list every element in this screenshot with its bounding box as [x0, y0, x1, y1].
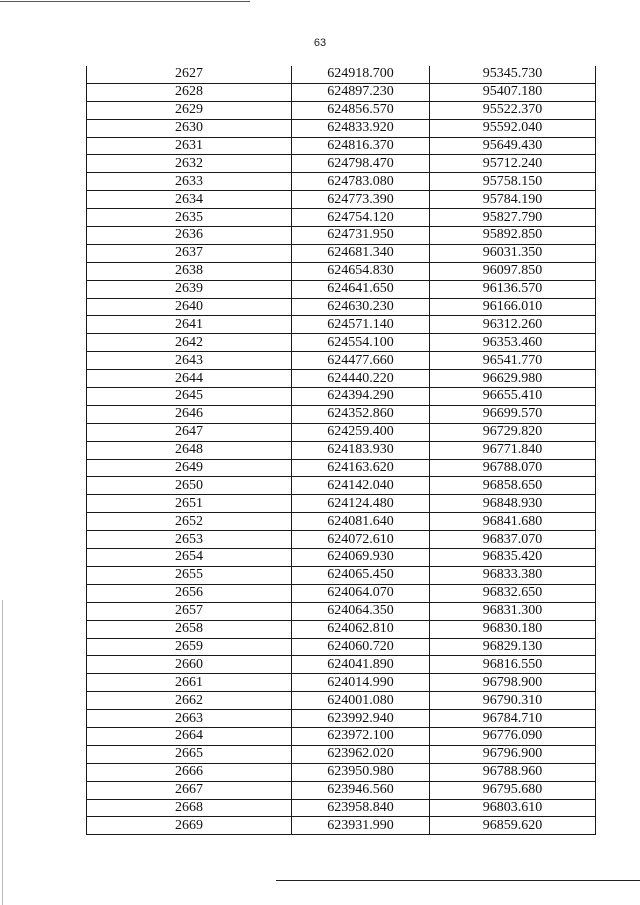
table-row: [87, 83, 596, 101]
table-row: [87, 638, 596, 656]
y-coordinate-cell: 95522.370: [430, 101, 596, 119]
table-row: [87, 191, 596, 209]
x-coordinate-cell: 624163.620: [292, 459, 430, 477]
y-coordinate-cell: 96629.980: [430, 370, 596, 388]
point-number-cell: 2653: [87, 531, 292, 549]
top-rule: [0, 1, 250, 2]
y-coordinate-cell: 96353.460: [430, 334, 596, 352]
x-coordinate-cell: 623950.980: [292, 763, 430, 781]
point-number-cell: 2635: [87, 209, 292, 227]
table-row: [87, 298, 596, 316]
x-coordinate-cell: 623958.840: [292, 799, 430, 817]
point-number-cell: 2628: [87, 83, 292, 101]
point-number-cell: 2659: [87, 638, 292, 656]
x-coordinate-cell: 623946.560: [292, 781, 430, 799]
x-coordinate-cell: 623992.940: [292, 710, 430, 728]
x-coordinate-cell: 624041.890: [292, 656, 430, 674]
table-row: [87, 334, 596, 352]
point-number-cell: 2640: [87, 298, 292, 316]
point-number-cell: 2641: [87, 316, 292, 334]
table-row: [87, 745, 596, 763]
x-coordinate-cell: 624183.930: [292, 441, 430, 459]
point-number-cell: 2655: [87, 566, 292, 584]
point-number-cell: 2647: [87, 423, 292, 441]
point-number-cell: 2665: [87, 745, 292, 763]
x-coordinate-cell: 624773.390: [292, 191, 430, 209]
table-row: [87, 781, 596, 799]
coordinates-table-body: [87, 66, 596, 835]
x-coordinate-cell: 624816.370: [292, 137, 430, 155]
x-coordinate-cell: 624630.230: [292, 298, 430, 316]
y-coordinate-cell: 96312.260: [430, 316, 596, 334]
x-coordinate-cell: 623972.100: [292, 727, 430, 745]
y-coordinate-cell: 96699.570: [430, 405, 596, 423]
x-coordinate-cell: 624069.930: [292, 549, 430, 567]
point-number-cell: 2658: [87, 620, 292, 638]
y-coordinate-cell: 96729.820: [430, 423, 596, 441]
x-coordinate-cell: 624571.140: [292, 316, 430, 334]
table-row: [87, 727, 596, 745]
table-row: [87, 405, 596, 423]
x-coordinate-cell: 624833.920: [292, 119, 430, 137]
y-coordinate-cell: 96831.300: [430, 602, 596, 620]
y-coordinate-cell: 96796.900: [430, 745, 596, 763]
table-row: [87, 799, 596, 817]
y-coordinate-cell: 96541.770: [430, 352, 596, 370]
point-number-cell: 2642: [87, 334, 292, 352]
y-coordinate-cell: 96136.570: [430, 280, 596, 298]
table-row: [87, 244, 596, 262]
table-row: [87, 584, 596, 602]
point-number-cell: 2668: [87, 799, 292, 817]
bottom-rule: [276, 880, 640, 881]
y-coordinate-cell: 96848.930: [430, 495, 596, 513]
point-number-cell: 2643: [87, 352, 292, 370]
x-coordinate-cell: 624440.220: [292, 370, 430, 388]
y-coordinate-cell: 96655.410: [430, 388, 596, 406]
point-number-cell: 2667: [87, 781, 292, 799]
x-coordinate-cell: 624072.610: [292, 531, 430, 549]
y-coordinate-cell: 96771.840: [430, 441, 596, 459]
point-number-cell: 2648: [87, 441, 292, 459]
x-coordinate-cell: 624731.950: [292, 227, 430, 245]
y-coordinate-cell: 95345.730: [430, 66, 596, 83]
table-row: [87, 441, 596, 459]
table-row: [87, 674, 596, 692]
point-number-cell: 2650: [87, 477, 292, 495]
y-coordinate-cell: 96166.010: [430, 298, 596, 316]
x-coordinate-cell: 624064.070: [292, 584, 430, 602]
y-coordinate-cell: 96776.090: [430, 727, 596, 745]
y-coordinate-cell: 96097.850: [430, 262, 596, 280]
page-number: 63: [313, 37, 327, 49]
point-number-cell: 2661: [87, 674, 292, 692]
point-number-cell: 2666: [87, 763, 292, 781]
y-coordinate-cell: 96830.180: [430, 620, 596, 638]
table-row: [87, 101, 596, 119]
x-coordinate-cell: 624477.660: [292, 352, 430, 370]
x-coordinate-cell: 624754.120: [292, 209, 430, 227]
x-coordinate-cell: 624064.350: [292, 602, 430, 620]
x-coordinate-cell: 624014.990: [292, 674, 430, 692]
y-coordinate-cell: 95892.850: [430, 227, 596, 245]
table-row: [87, 227, 596, 245]
x-coordinate-cell: 623931.990: [292, 817, 430, 835]
y-coordinate-cell: 95827.790: [430, 209, 596, 227]
point-number-cell: 2631: [87, 137, 292, 155]
x-coordinate-cell: 624554.100: [292, 334, 430, 352]
x-coordinate-cell: 624897.230: [292, 83, 430, 101]
point-number-cell: 2639: [87, 280, 292, 298]
table-row: [87, 602, 596, 620]
x-coordinate-cell: 624681.340: [292, 244, 430, 262]
point-number-cell: 2654: [87, 549, 292, 567]
y-coordinate-cell: 95712.240: [430, 155, 596, 173]
point-number-cell: 2652: [87, 513, 292, 531]
table-row: [87, 692, 596, 710]
point-number-cell: 2656: [87, 584, 292, 602]
x-coordinate-cell: 624641.650: [292, 280, 430, 298]
y-coordinate-cell: 96784.710: [430, 710, 596, 728]
point-number-cell: 2663: [87, 710, 292, 728]
point-number-cell: 2651: [87, 495, 292, 513]
y-coordinate-cell: 95784.190: [430, 191, 596, 209]
point-number-cell: 2638: [87, 262, 292, 280]
x-coordinate-cell: 624142.040: [292, 477, 430, 495]
point-number-cell: 2637: [87, 244, 292, 262]
table-row: [87, 763, 596, 781]
x-coordinate-cell: 624783.080: [292, 173, 430, 191]
x-coordinate-cell: 623962.020: [292, 745, 430, 763]
point-number-cell: 2644: [87, 370, 292, 388]
y-coordinate-cell: 96829.130: [430, 638, 596, 656]
y-coordinate-cell: 96031.350: [430, 244, 596, 262]
x-coordinate-cell: 624394.290: [292, 388, 430, 406]
point-number-cell: 2634: [87, 191, 292, 209]
x-coordinate-cell: 624259.400: [292, 423, 430, 441]
point-number-cell: 2633: [87, 173, 292, 191]
point-number-cell: 2645: [87, 388, 292, 406]
y-coordinate-cell: 96832.650: [430, 584, 596, 602]
point-number-cell: 2662: [87, 692, 292, 710]
x-coordinate-cell: 624081.640: [292, 513, 430, 531]
table-row: [87, 656, 596, 674]
table-row: [87, 316, 596, 334]
y-coordinate-cell: 96798.900: [430, 674, 596, 692]
point-number-cell: 2669: [87, 817, 292, 835]
point-number-cell: 2629: [87, 101, 292, 119]
x-coordinate-cell: 624001.080: [292, 692, 430, 710]
table-row: [87, 66, 596, 83]
y-coordinate-cell: 96816.550: [430, 656, 596, 674]
point-number-cell: 2627: [87, 66, 292, 83]
y-coordinate-cell: 96803.610: [430, 799, 596, 817]
table-row: [87, 370, 596, 388]
x-coordinate-cell: 624856.570: [292, 101, 430, 119]
point-number-cell: 2657: [87, 602, 292, 620]
point-number-cell: 2636: [87, 227, 292, 245]
table-row: [87, 549, 596, 567]
y-coordinate-cell: 96788.070: [430, 459, 596, 477]
x-coordinate-cell: 624065.450: [292, 566, 430, 584]
y-coordinate-cell: 95407.180: [430, 83, 596, 101]
table-row: [87, 531, 596, 549]
table-row: [87, 209, 596, 227]
y-coordinate-cell: 96859.620: [430, 817, 596, 835]
y-coordinate-cell: 96835.420: [430, 549, 596, 567]
table-row: [87, 155, 596, 173]
table-row: [87, 280, 596, 298]
y-coordinate-cell: 96795.680: [430, 781, 596, 799]
table-row: [87, 620, 596, 638]
y-coordinate-cell: 95758.150: [430, 173, 596, 191]
table-row: [87, 137, 596, 155]
table-row: [87, 817, 596, 835]
table-row: [87, 173, 596, 191]
table-row: [87, 477, 596, 495]
table-row: [87, 513, 596, 531]
y-coordinate-cell: 96841.680: [430, 513, 596, 531]
point-number-cell: 2646: [87, 405, 292, 423]
table-row: [87, 423, 596, 441]
table-row: [87, 710, 596, 728]
x-coordinate-cell: 624352.860: [292, 405, 430, 423]
table-row: [87, 262, 596, 280]
point-number-cell: 2660: [87, 656, 292, 674]
point-number-cell: 2649: [87, 459, 292, 477]
x-coordinate-cell: 624124.480: [292, 495, 430, 513]
point-number-cell: 2630: [87, 119, 292, 137]
table-row: [87, 495, 596, 513]
x-coordinate-cell: 624798.470: [292, 155, 430, 173]
y-coordinate-cell: 96858.650: [430, 477, 596, 495]
x-coordinate-cell: 624060.720: [292, 638, 430, 656]
y-coordinate-cell: 95592.040: [430, 119, 596, 137]
table-row: [87, 388, 596, 406]
y-coordinate-cell: 96788.960: [430, 763, 596, 781]
coordinates-table: [86, 66, 596, 835]
x-coordinate-cell: 624654.830: [292, 262, 430, 280]
y-coordinate-cell: 96790.310: [430, 692, 596, 710]
table-row: [87, 119, 596, 137]
y-coordinate-cell: 96833.380: [430, 566, 596, 584]
table-row: [87, 566, 596, 584]
x-coordinate-cell: 624062.810: [292, 620, 430, 638]
table-row: [87, 352, 596, 370]
x-coordinate-cell: 624918.700: [292, 66, 430, 83]
table-row: [87, 459, 596, 477]
point-number-cell: 2664: [87, 727, 292, 745]
y-coordinate-cell: 96837.070: [430, 531, 596, 549]
left-margin-line: [2, 600, 3, 905]
y-coordinate-cell: 95649.430: [430, 137, 596, 155]
point-number-cell: 2632: [87, 155, 292, 173]
